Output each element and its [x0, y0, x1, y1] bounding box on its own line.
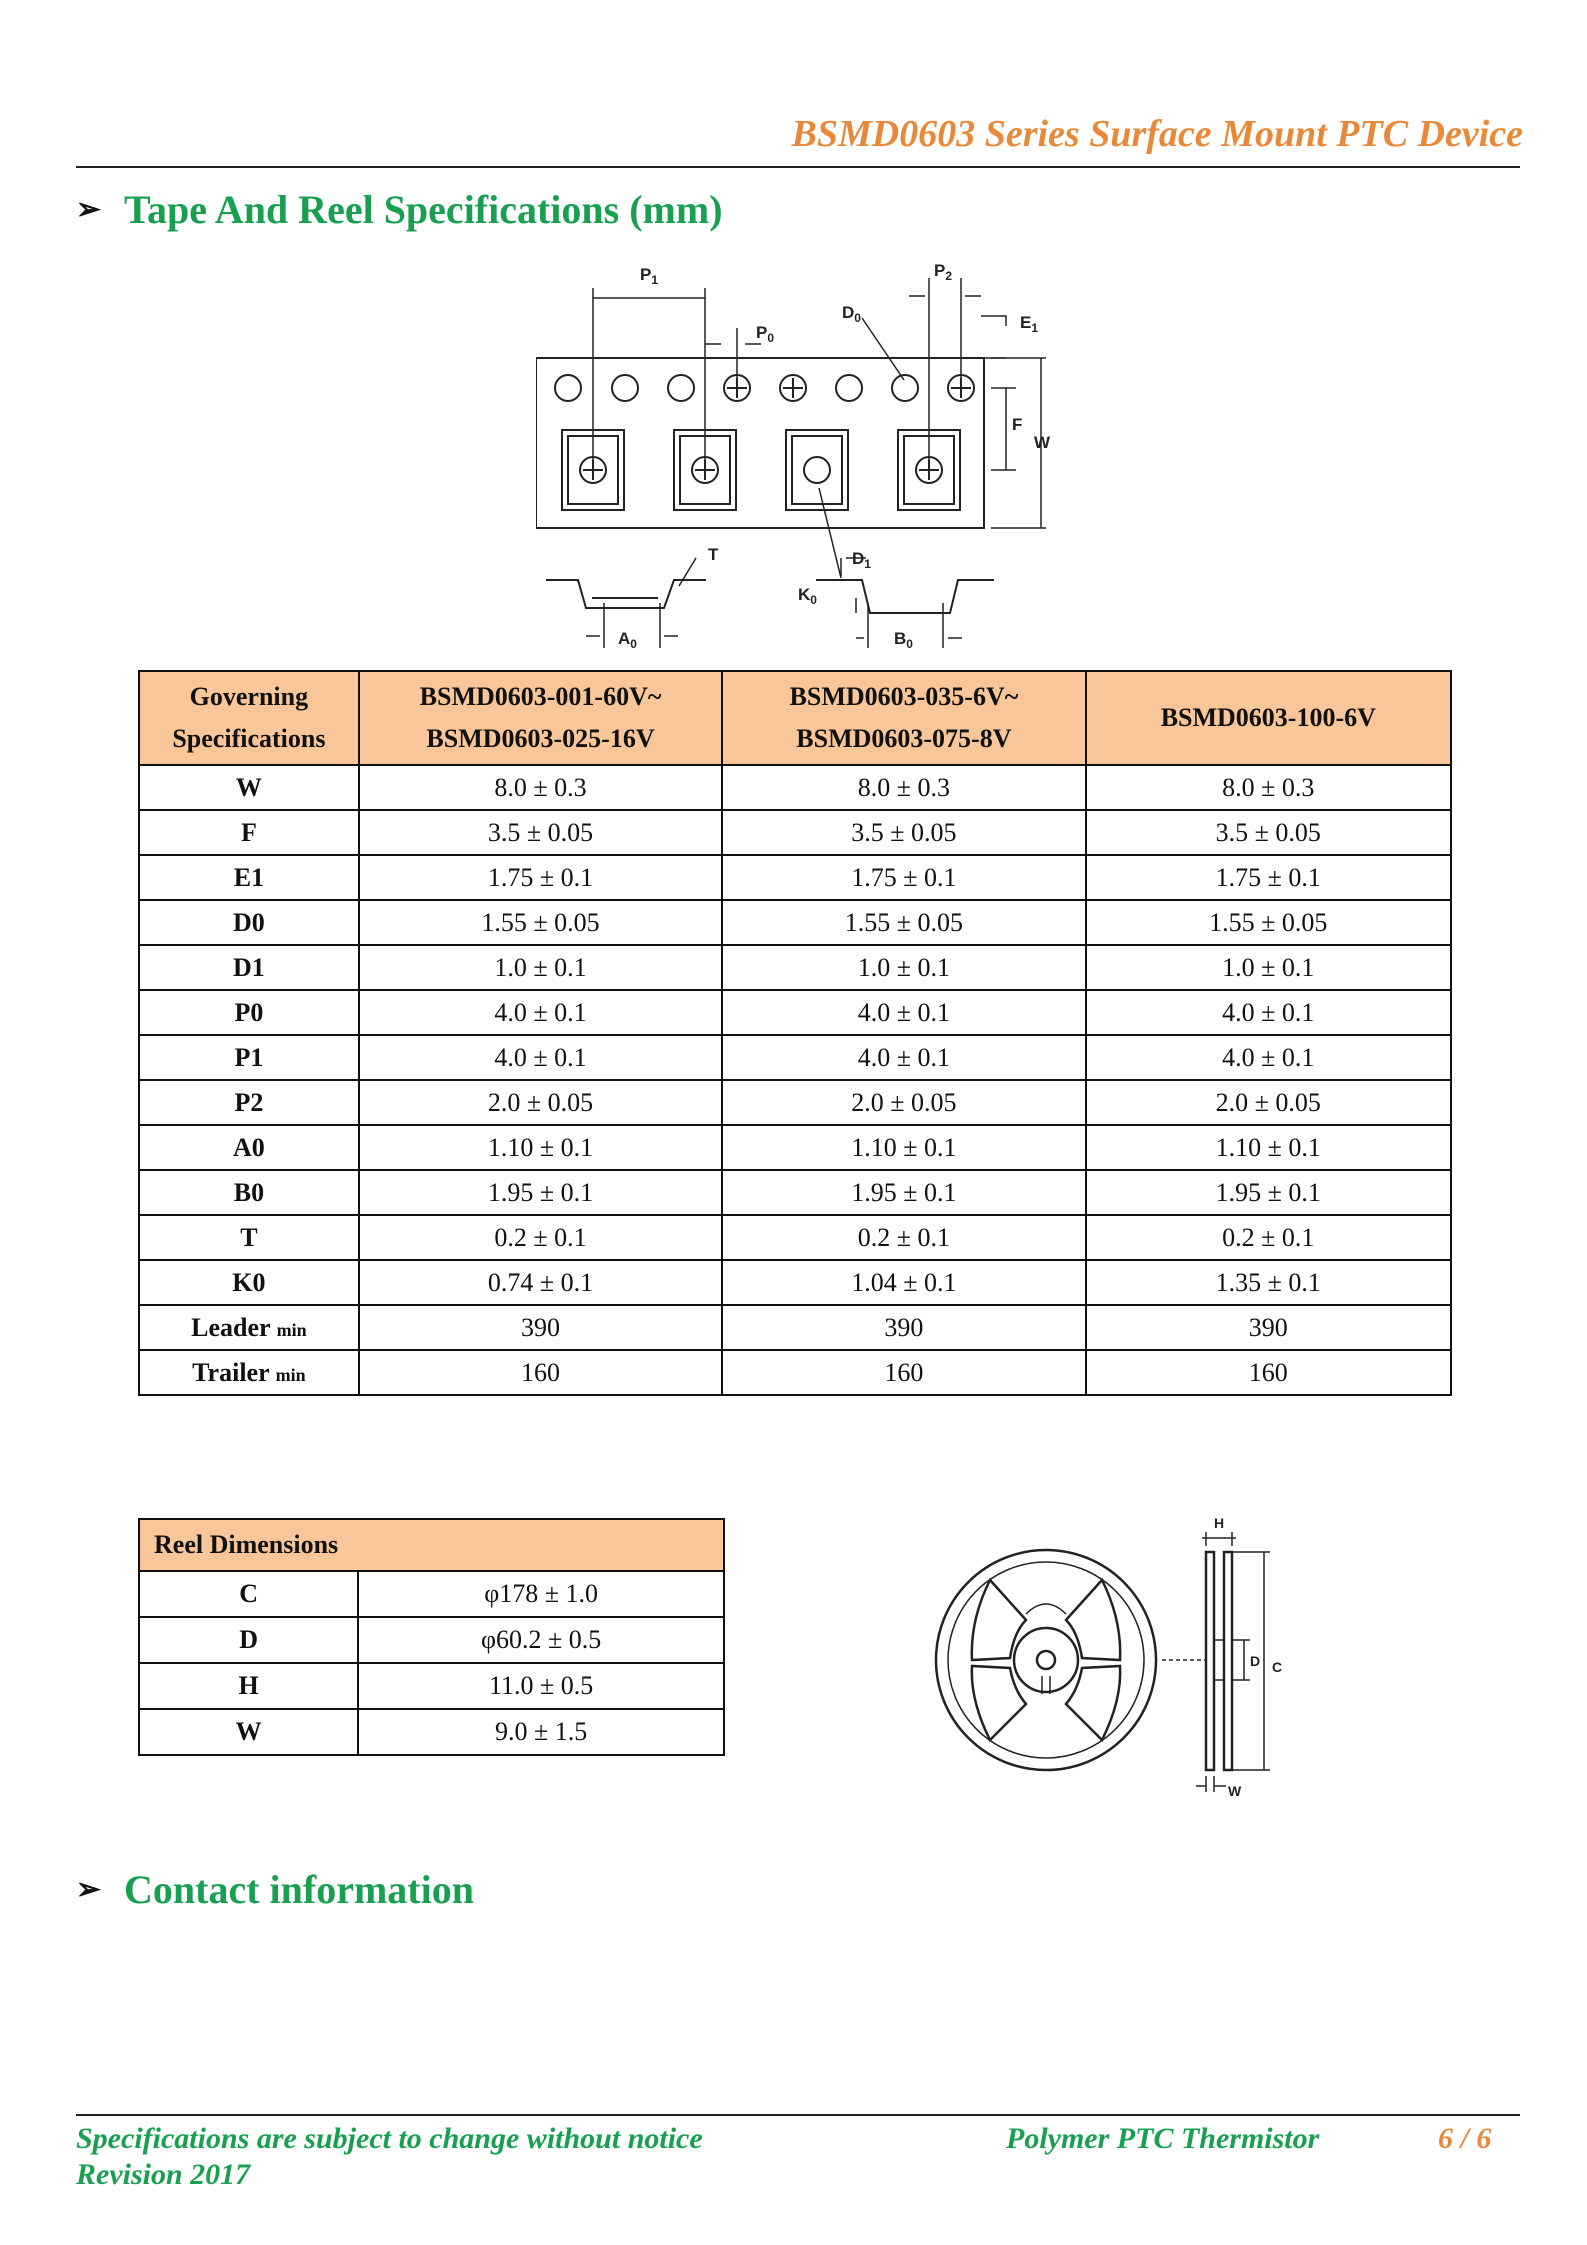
- cell: 390: [359, 1305, 722, 1350]
- cell: 160: [1086, 1350, 1451, 1395]
- label-d0: $D_0$: [842, 303, 861, 325]
- row-label: W: [139, 765, 359, 810]
- section-contact-title: Contact information: [124, 1867, 474, 1912]
- row-label: B0: [139, 1170, 359, 1215]
- cell: 1.04 ± 0.1: [722, 1260, 1085, 1305]
- cell: 1.55 ± 0.05: [722, 900, 1085, 945]
- reel-table-header-row: [139, 1519, 724, 1571]
- label-e1: $E_1$: [1020, 313, 1039, 335]
- table-row: [139, 810, 1451, 855]
- cell: 1.75 ± 0.1: [359, 855, 722, 900]
- component-pocket: [786, 430, 848, 510]
- row-label: Leader min: [139, 1305, 359, 1350]
- arrow-bullet-icon: ➢: [76, 1873, 102, 1906]
- cell: 1.55 ± 0.05: [1086, 900, 1451, 945]
- footer-notice: Specifications are subject to change without notice: [76, 2122, 703, 2155]
- col-header-part-3: BSMD0603-100-6V: [1086, 671, 1451, 765]
- tape-diagram: [536, 258, 1076, 658]
- cell: 8.0 ± 0.3: [722, 765, 1085, 810]
- cell: 3.5 ± 0.05: [359, 810, 722, 855]
- cell: φ60.2 ± 0.5: [358, 1617, 724, 1663]
- cross-section-b0: [816, 580, 994, 613]
- col-header-part-range-1: BSMD0603-001-60V~ BSMD0603-025-16V: [359, 671, 722, 765]
- spec-table-header-row: [139, 671, 1451, 765]
- cell: 2.0 ± 0.05: [359, 1080, 722, 1125]
- table-row: [139, 1260, 1451, 1305]
- table-row: [139, 1125, 1451, 1170]
- sprocket-hole: [836, 375, 862, 401]
- sprocket-hole: [668, 375, 694, 401]
- cell: 0.2 ± 0.1: [359, 1215, 722, 1260]
- table-row: [139, 945, 1451, 990]
- cell: φ178 ± 1.0: [358, 1571, 724, 1617]
- cell: 4.0 ± 0.1: [359, 990, 722, 1035]
- col-header-governing: Governing Specifications: [139, 671, 359, 765]
- row-label: D0: [139, 900, 359, 945]
- table-row: [139, 1709, 724, 1755]
- row-label: P1: [139, 1035, 359, 1080]
- row-label: D1: [139, 945, 359, 990]
- cell: 160: [722, 1350, 1085, 1395]
- spec-table: [138, 670, 1452, 1396]
- cell: 2.0 ± 0.05: [1086, 1080, 1451, 1125]
- col-header-part-range-2: BSMD0603-035-6V~ BSMD0603-075-8V: [722, 671, 1085, 765]
- label-a0: $A_0$: [618, 629, 637, 651]
- footer-revision: Revision 2017: [76, 2158, 251, 2191]
- sprocket-hole: [555, 375, 581, 401]
- label-b0: $B_0$: [894, 629, 913, 651]
- cell: 1.95 ± 0.1: [1086, 1170, 1451, 1215]
- row-label: A0: [139, 1125, 359, 1170]
- cell: 1.0 ± 0.1: [359, 945, 722, 990]
- reel-hub: [1014, 1628, 1078, 1692]
- table-row: [139, 1170, 1451, 1215]
- reel-table-title: Reel Dimensions: [139, 1519, 724, 1571]
- header-divider: [76, 166, 1520, 168]
- cell: 11.0 ± 0.5: [358, 1663, 724, 1709]
- label-t: T: [708, 545, 719, 564]
- table-row: [139, 990, 1451, 1035]
- table-row: [139, 1215, 1451, 1260]
- reel-label-h: H: [1214, 1515, 1225, 1531]
- cell: 1.95 ± 0.1: [722, 1170, 1085, 1215]
- table-row: [139, 900, 1451, 945]
- header-title: BSMD0603 Series Surface Mount PTC Device: [791, 113, 1523, 155]
- footer-product: Polymer PTC Thermistor: [1006, 2122, 1320, 2155]
- cell: 3.5 ± 0.05: [1086, 810, 1451, 855]
- cell: 2.0 ± 0.05: [722, 1080, 1085, 1125]
- cell: 1.75 ± 0.1: [1086, 855, 1451, 900]
- sprocket-hole: [892, 375, 918, 401]
- table-row: [139, 1080, 1451, 1125]
- arrow-bullet-icon: ➢: [76, 193, 102, 226]
- cell: 1.95 ± 0.1: [359, 1170, 722, 1215]
- cell: 4.0 ± 0.1: [359, 1035, 722, 1080]
- table-row: [139, 1035, 1451, 1080]
- cell: 8.0 ± 0.3: [359, 765, 722, 810]
- row-label: Trailer min: [139, 1350, 359, 1395]
- cell: 0.2 ± 0.1: [1086, 1215, 1451, 1260]
- cell: 0.2 ± 0.1: [722, 1215, 1085, 1260]
- footer-page-number: 6 / 6: [1438, 2122, 1492, 2155]
- cell: 1.10 ± 0.1: [722, 1125, 1085, 1170]
- table-row: [139, 1663, 724, 1709]
- cell: 0.74 ± 0.1: [359, 1260, 722, 1305]
- reel-side-view: [1206, 1552, 1214, 1770]
- label-p0: $P_0$: [756, 323, 775, 345]
- cross-section-a0: [546, 580, 706, 608]
- row-label: E1: [139, 855, 359, 900]
- reel-label-d: D: [1250, 1653, 1261, 1669]
- cell: 390: [722, 1305, 1085, 1350]
- label-d1: $D_1$: [852, 549, 871, 571]
- label-w: W: [1034, 433, 1051, 452]
- reel-label-c: C: [1272, 1659, 1283, 1675]
- row-label: D: [139, 1617, 358, 1663]
- reel-table: [138, 1518, 725, 1756]
- label-k0: $K_0$: [798, 585, 817, 607]
- label-p2: $P_2$: [934, 261, 953, 283]
- cell: 9.0 ± 1.5: [358, 1709, 724, 1755]
- cell: 1.10 ± 0.1: [1086, 1125, 1451, 1170]
- section-tape-title: Tape And Reel Specifications (mm): [124, 187, 723, 232]
- cell: 1.0 ± 0.1: [1086, 945, 1451, 990]
- row-label: F: [139, 810, 359, 855]
- reel-label-w: W: [1228, 1783, 1242, 1799]
- reel-diagram: [930, 1510, 1330, 1810]
- table-row: [139, 1571, 724, 1617]
- label-p1: $P_1$: [640, 265, 659, 287]
- cell: 160: [359, 1350, 722, 1395]
- cell: 4.0 ± 0.1: [722, 1035, 1085, 1080]
- cell: 8.0 ± 0.3: [1086, 765, 1451, 810]
- row-label: K0: [139, 1260, 359, 1305]
- cell: 1.55 ± 0.05: [359, 900, 722, 945]
- table-row: [139, 1350, 1451, 1395]
- cell: 3.5 ± 0.05: [722, 810, 1085, 855]
- section-contact-heading: [76, 1866, 474, 1913]
- cell: 4.0 ± 0.1: [1086, 1035, 1451, 1080]
- section-tape-heading: [76, 186, 723, 233]
- cell: 4.0 ± 0.1: [1086, 990, 1451, 1035]
- cell: 1.35 ± 0.1: [1086, 1260, 1451, 1305]
- sprocket-hole: [612, 375, 638, 401]
- table-row: [139, 1617, 724, 1663]
- cell: 4.0 ± 0.1: [722, 990, 1085, 1035]
- table-row: [139, 855, 1451, 900]
- cell: 390: [1086, 1305, 1451, 1350]
- cell: 1.75 ± 0.1: [722, 855, 1085, 900]
- table-row: [139, 1305, 1451, 1350]
- footer-divider: [76, 2114, 1520, 2116]
- table-row: [139, 765, 1451, 810]
- reel-outer: [936, 1550, 1156, 1770]
- cell: 1.10 ± 0.1: [359, 1125, 722, 1170]
- row-label: T: [139, 1215, 359, 1260]
- row-label: W: [139, 1709, 358, 1755]
- label-f: F: [1012, 415, 1023, 434]
- row-label: P2: [139, 1080, 359, 1125]
- row-label: P0: [139, 990, 359, 1035]
- cell: 1.0 ± 0.1: [722, 945, 1085, 990]
- row-label: H: [139, 1663, 358, 1709]
- row-label: C: [139, 1571, 358, 1617]
